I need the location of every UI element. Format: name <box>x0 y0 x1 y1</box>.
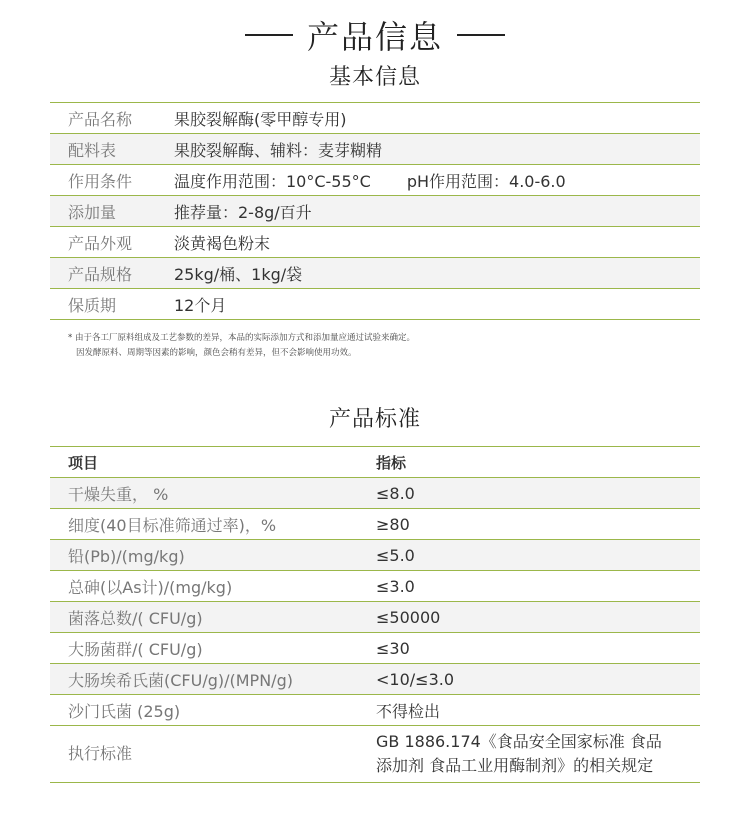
exec-standard-line-2: 添加剂 食品工业用酶制剂》的相关规定 <box>376 756 654 775</box>
title-dash-left <box>245 34 293 36</box>
row-value: 果胶裂解酶、辅料：麦芽糊精 <box>174 134 700 165</box>
row-spec: <10/≤3.0 <box>376 664 700 695</box>
footnote-line-1: * 由于各工厂原料组成及工艺参数的差异，本品的实际添加方式和添加量应通过试验来确定。 <box>68 333 415 343</box>
table-row <box>50 103 700 134</box>
footnote <box>68 331 415 361</box>
ph-range: pH作用范围：4.0-6.0 <box>406 171 566 191</box>
table-row <box>50 289 700 320</box>
header-spec: 指标 <box>376 447 700 478</box>
row-item: 大肠埃希氏菌(CFU/g)/(MPN/g) <box>50 664 376 695</box>
standards-table <box>50 446 700 783</box>
row-spec: ≥80 <box>376 509 700 540</box>
row-value: 25kg/桶、1kg/袋 <box>174 258 700 289</box>
row-item: 总砷(以As计)/(mg/kg) <box>50 571 376 602</box>
row-value: 12个月 <box>174 289 700 320</box>
row-spec: ≤3.0 <box>376 571 700 602</box>
row-item: 执行标准 <box>50 726 376 783</box>
row-label: 作用条件 <box>50 165 174 196</box>
row-item: 大肠菌群/( CFU/g) <box>50 633 376 664</box>
table-row <box>50 258 700 289</box>
table-row <box>50 478 700 509</box>
row-spec-group <box>376 726 700 783</box>
title-dash-right <box>457 34 505 36</box>
standards-title: 产品标准 <box>328 407 421 432</box>
row-label: 添加量 <box>50 196 174 227</box>
table-header-row <box>50 447 700 478</box>
row-spec: ≤30 <box>376 633 700 664</box>
row-spec: 不得检出 <box>376 695 700 726</box>
row-label: 产品规格 <box>50 258 174 289</box>
main-title-text: 产品信息 <box>306 18 443 56</box>
table-row <box>50 664 700 695</box>
table-row <box>50 540 700 571</box>
row-label: 保质期 <box>50 289 174 320</box>
row-item: 菌落总数/( CFU/g) <box>50 602 376 633</box>
basic-info-title: 基本信息 <box>328 65 421 90</box>
row-label: 配料表 <box>50 134 174 165</box>
row-item: 铅(Pb)/(mg/kg) <box>50 540 376 571</box>
row-value: 推荐量：2-8g/百升 <box>174 196 700 227</box>
row-item: 细度(40目标准筛通过率)，% <box>50 509 376 540</box>
basic-info-table <box>50 102 700 320</box>
main-title <box>0 10 750 60</box>
table-row <box>50 633 700 664</box>
row-spec: ≤50000 <box>376 602 700 633</box>
row-value: 淡黄褐色粉末 <box>174 227 700 258</box>
table-row <box>50 196 700 227</box>
row-value-group <box>174 165 700 196</box>
table-row-exec-standard <box>50 726 700 783</box>
footnote-line-2: 因发酵原料、周期等因素的影响，颜色会稍有差异，但不会影响使用功效。 <box>76 348 357 358</box>
table-row <box>50 602 700 633</box>
row-item: 干燥失重， % <box>50 478 376 509</box>
table-row <box>50 695 700 726</box>
table-row <box>50 509 700 540</box>
row-value: 果胶裂解酶(零甲醇专用) <box>174 103 700 134</box>
row-label: 产品名称 <box>50 103 174 134</box>
table-row <box>50 227 700 258</box>
header-item: 项目 <box>50 447 376 478</box>
row-spec: ≤8.0 <box>376 478 700 509</box>
row-item: 沙门氏菌 (25g) <box>50 695 376 726</box>
table-row <box>50 134 700 165</box>
row-label: 产品外观 <box>50 227 174 258</box>
row-spec: ≤5.0 <box>376 540 700 571</box>
exec-standard-line-1: GB 1886.174《食品安全国家标准 食品 <box>376 732 662 751</box>
table-row <box>50 165 700 196</box>
table-row <box>50 571 700 602</box>
temperature-range: 温度作用范围：10°C-55°C <box>174 171 371 191</box>
